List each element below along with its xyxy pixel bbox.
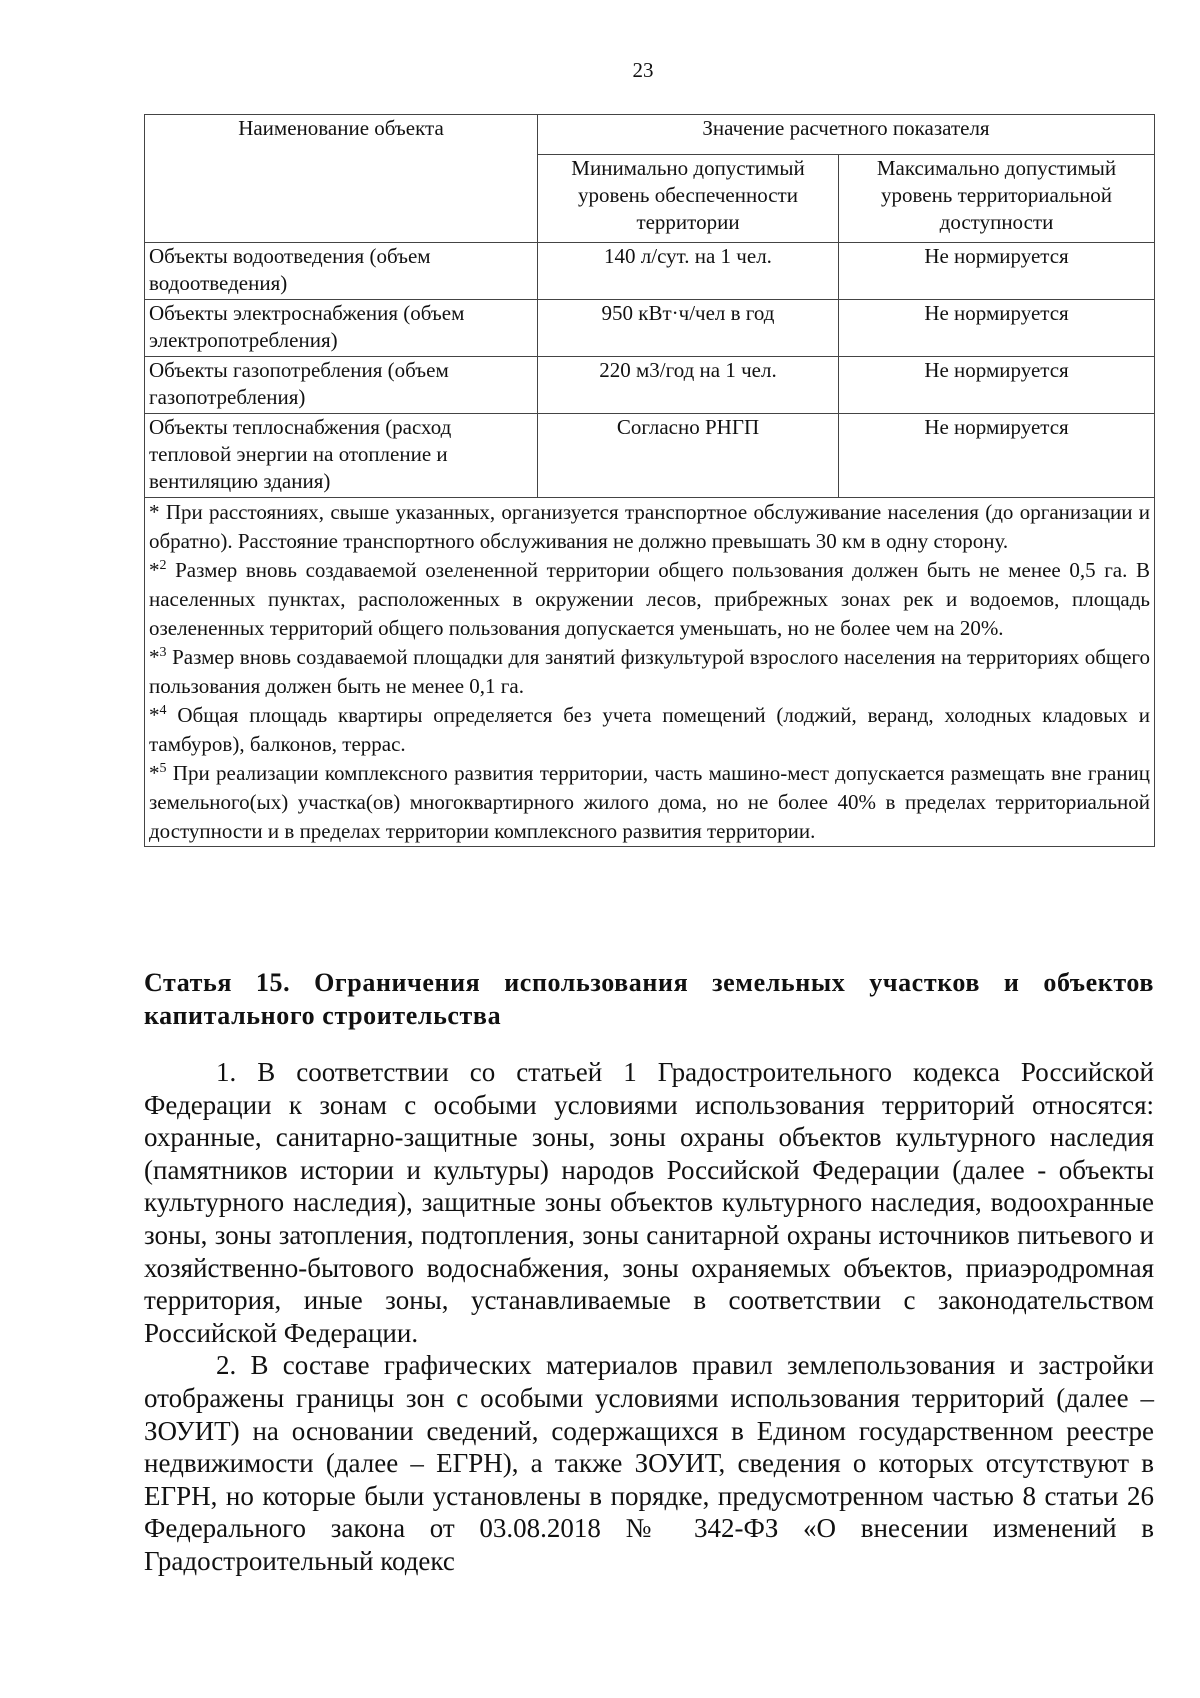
row-object-name: Объекты газопотребления (объем газопотребления) xyxy=(145,357,538,414)
footnote xyxy=(149,643,1150,701)
table-row xyxy=(145,414,1155,498)
row-min-value: 220 м3/год на 1 чел. xyxy=(538,357,839,414)
row-max-value: Не нормируется xyxy=(839,300,1155,357)
paragraph: 2. В составе графических материалов правил землепользования и застройки отображены границы зон с особыми условиями использования территорий (далее – ЗОУИТ) на основании сведений, содержащихся в Едином государственном реестре недвижимости (далее – ЕГРН), а также ЗОУИТ, сведения о которых отсутствуют в ЕГРН, но которые были установлены в порядке, предусмотренном частью 8 статьи 26 Федерального закона от 03.08.2018 № 342-ФЗ «О внесении изменений в Градостроительный кодекс xyxy=(144,1350,1154,1576)
footnote xyxy=(149,498,1150,556)
footnote-mark: * xyxy=(149,558,160,582)
notes-cell xyxy=(145,498,1155,847)
row-max-value: Не нормируется xyxy=(839,414,1155,498)
footnote-mark: * xyxy=(149,645,160,669)
row-min-value: 140 л/сут. на 1 чел. xyxy=(538,243,839,300)
footnote xyxy=(149,556,1150,643)
row-max-value: Не нормируется xyxy=(839,243,1155,300)
row-min-value: Согласно РНГП xyxy=(538,414,839,498)
row-max-value: Не нормируется xyxy=(839,357,1155,414)
row-min-value: 950 кВт·ч/чел в год xyxy=(538,300,839,357)
row-object-name: Объекты водоотведения (объем водоотведения) xyxy=(145,243,538,300)
footnote-text: При реализации комплексного развития территории, часть машино-мест допускается размещать вне границ земельного(ых) участка(ов) многоквартирного жилого дома, но не более 40% в пределах территориальной доступности и в пределах территории комплексного развития территории. xyxy=(149,761,1150,843)
footnote-mark: * xyxy=(149,703,160,727)
table-row xyxy=(145,357,1155,414)
notes-row xyxy=(145,498,1155,847)
footnote-number: 4 xyxy=(159,703,167,718)
table-row xyxy=(145,300,1155,357)
footnote-text: Общая площадь квартиры определяется без учета помещений (лоджий, веранд, холодных кладовых и тамбуров), балконов, террас. xyxy=(149,703,1151,756)
header-min-level: Минимально допустимый уровень обеспеченности территории xyxy=(538,155,839,243)
norms-table xyxy=(144,114,1155,847)
footnote-text: Размер вновь создаваемой площадки для занятий физкультурой взрослого населения на территориях общего пользования должен быть не менее 0,1 га. xyxy=(149,645,1151,698)
article-title: Статья 15. Ограничения использования земельных участков и объектов капитального строительства xyxy=(144,968,1154,1030)
table-row xyxy=(145,243,1155,300)
footnote-mark: * xyxy=(149,761,160,785)
footnote xyxy=(149,759,1150,846)
paragraph: 1. В соответствии со статьей 1 Градостроительного кодекса Российской Федерации к зонам с особыми условиями использования территорий относятся: охранные, санитарно-защитные зоны, зоны охраны объектов культурного наследия (памятников истории и культуры) народов Российской Федерации (далее - объекты культурного наследия), защитные зоны объектов культурного наследия, водоохранные зоны, зоны затопления, подтопления, зоны санитарной охраны источников питьевого и хозяйственно-бытового водоснабжения, зоны охраняемых объектов, приаэродромная территория, иные зоны, устанавливаемые в соответствии с законодательством Российской Федерации. xyxy=(144,1057,1154,1348)
header-object-name: Наименование объекта xyxy=(145,115,538,243)
footnote-number: 5 xyxy=(159,761,167,776)
header-indicator-group: Значение расчетного показателя xyxy=(538,115,1155,155)
footnote xyxy=(149,701,1150,759)
footnote-number: 2 xyxy=(159,558,167,573)
row-object-name: Объекты электроснабжения (объем электропотребления) xyxy=(145,300,538,357)
footnote-number: 3 xyxy=(159,645,167,660)
header-max-access: Максимально допустимый уровень территориальной доступности xyxy=(839,155,1155,243)
page-number: 23 xyxy=(632,58,654,82)
article-body xyxy=(144,1056,1154,1578)
footnote-text: Размер вновь создаваемой озелененной территории общего пользования должен быть не менее 0,5 га. В населенных пунктах, расположенных в окружении лесов, прибрежных зонах рек и водоемов, площадь озелененных территорий общего пользования допускается уменьшать, но не более чем на 20%. xyxy=(149,558,1150,640)
footnote-mark: * xyxy=(149,500,160,524)
row-object-name: Объекты теплоснабжения (расход тепловой энергии на отопление и вентиляцию здания) xyxy=(145,414,538,498)
footnote-text: При расстояниях, свыше указанных, организуется транспортное обслуживание населения (до организации и обратно). Расстояние транспортного обслуживания не должно превышать 30 км в одну сторону. xyxy=(149,500,1150,553)
